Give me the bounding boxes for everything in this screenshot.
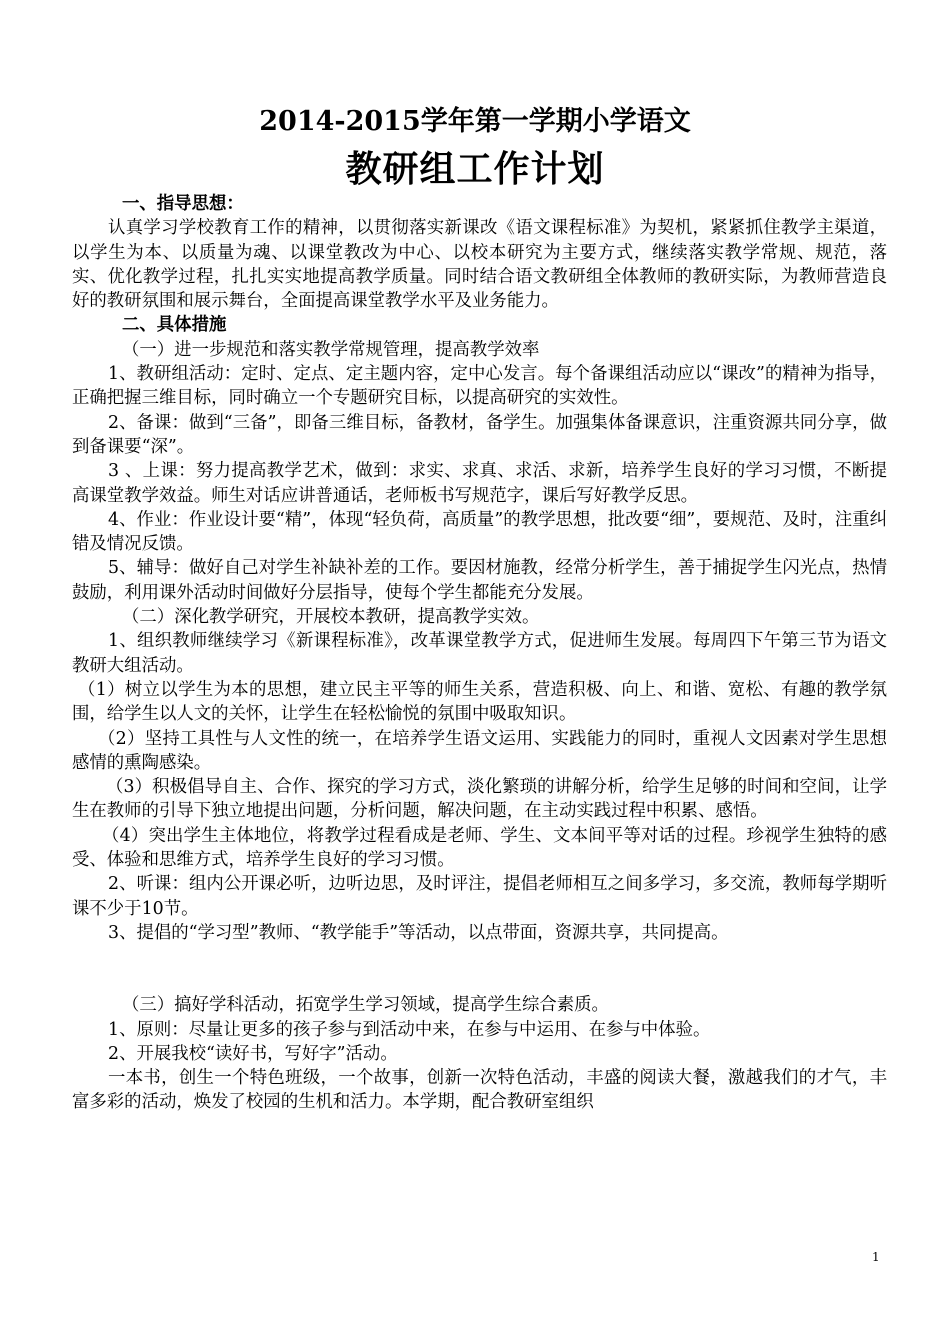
- document-title-line2: 教研组工作计划: [345, 148, 605, 190]
- section1-heading: 一、指导思想：: [122, 194, 244, 214]
- sub2-item-3: 3、提倡的“学习型”教师、“教学能手”等活动，以点带面，资源共享，共同提高。: [108, 922, 729, 943]
- sub1-item-2: 2、备课：做到“三备”，即备三维目标，备教材，备学生。加强集体备课意识，注重资源共同分享，做到备课要“深”。: [72, 412, 887, 457]
- document-body: [72, 192, 887, 1115]
- sub1-item-5: 5、辅导：做好自己对学生补缺补差的工作。要因材施教，经常分析学生，善于捕捉学生闪光点，热情鼓励，利用课外活动时间做好分层指导，使每个学生都能充分发展。: [72, 558, 887, 603]
- sub2-item-1: 1、组织教师继续学习《新课程标准》，改革课堂教学方式，促进师生发展。每周四下午第三节为语文教研大组活动。: [72, 631, 887, 676]
- sub1-item-3: 3 、上课：努力提高教学艺术，做到：求实、求真、求活、求新，培养学生良好的学习习惯，不断提高课堂教学效益。师生对话应讲普通话，老师板书写规范字，课后写好教学反思。: [72, 461, 887, 506]
- sub2-heading: （二）深化教学研究，开展校本教研，提高教学实效。: [122, 607, 540, 628]
- blank-space: [72, 945, 887, 993]
- sub1-item-4: 4、作业：作业设计要“精”，体现“轻负荷，高质量”的教学思想，批改要“细”，要规范、及时，注重纠错及情况反馈。: [72, 509, 887, 555]
- sub2-point-4: （4）突出学生主体地位，将教学过程看成是老师、学生、文本间平等对话的过程。珍视学生独特的感受、体验和思维方式，培养学生良好的学习习惯。: [72, 825, 887, 871]
- page-number: 1: [872, 1250, 880, 1264]
- sub3-paragraph: 一本书，创生一个特色班级，一个故事，创新一次特色活动，丰盛的阅读大餐，激越我们的才气，丰富多彩的活动，焕发了校园的生机和活力。本学期，配合教研室组织: [72, 1068, 887, 1113]
- sub1-heading: （一）进一步规范和落实教学常规管理，提高教学效率: [122, 339, 540, 360]
- sub2-item-2: 2、听课：组内公开课必听，边听边思，及时评注，提倡老师相互之间多学习，多交流，教师每学期听课不少于10节。: [72, 874, 887, 919]
- section1-paragraph: 认真学习学校教育工作的精神，以贯彻落实新课改《语文课程标准》为契机，紧紧抓住教学主渠道，以学生为本、以质量为魂、以课堂教改为中心、以校本研究为主要方式，继续落实教学常规、规范，落实、优化教学过程，扎扎实实地提高教学质量。同时结合语文教研组全体教师的教研实际，为教师营造良好的教研氛围和展示舞台，全面提高课堂教学水平及业务能力。: [72, 218, 887, 312]
- sub3-item-1: 1、原则：尽量让更多的孩子参与到活动中来，在参与中运用、在参与中体验。: [108, 1019, 711, 1040]
- sub1-item-1: 1、教研组活动：定时、定点、定主题内容，定中心发言。每个备课组活动应以“课改”的精神为指导，正确把握三维目标，同时确立一个专题研究目标，以提高研究的实效性。: [72, 364, 887, 409]
- sub2-point-2: （2）坚持工具性与人文性的统一，在培养学生语文运用、实践能力的同时，重视人文因素对学生思想感情的熏陶感染。: [72, 728, 887, 773]
- sub2-point-3: （3）积极倡导自主、合作、探究的学习方式，淡化繁琐的讲解分析，给学生足够的时间和空间，让学生在教师的引导下独立地提出问题，分析问题，解决问题，在主动实践过程中积累、感悟。: [72, 777, 887, 822]
- sub2-point-1: （1）树立以学生为本的思想，建立民主平等的师生关系，营造积极、向上、和谐、宽松、有趣的教学氛围，给学生以人文的关怀，让学生在轻松愉悦的氛围中吸取知识。: [72, 679, 887, 725]
- section2-heading: 二、具体措施: [122, 315, 227, 336]
- sub3-item-2: 2、开展我校“读好书，写好字”活动。: [108, 1043, 398, 1064]
- sub3-heading: （三）搞好学科活动，拓宽学生学习领域，提高学生综合素质。: [122, 995, 609, 1016]
- document-title-line1: 2014-2015学年第一学期小学语文: [259, 106, 691, 137]
